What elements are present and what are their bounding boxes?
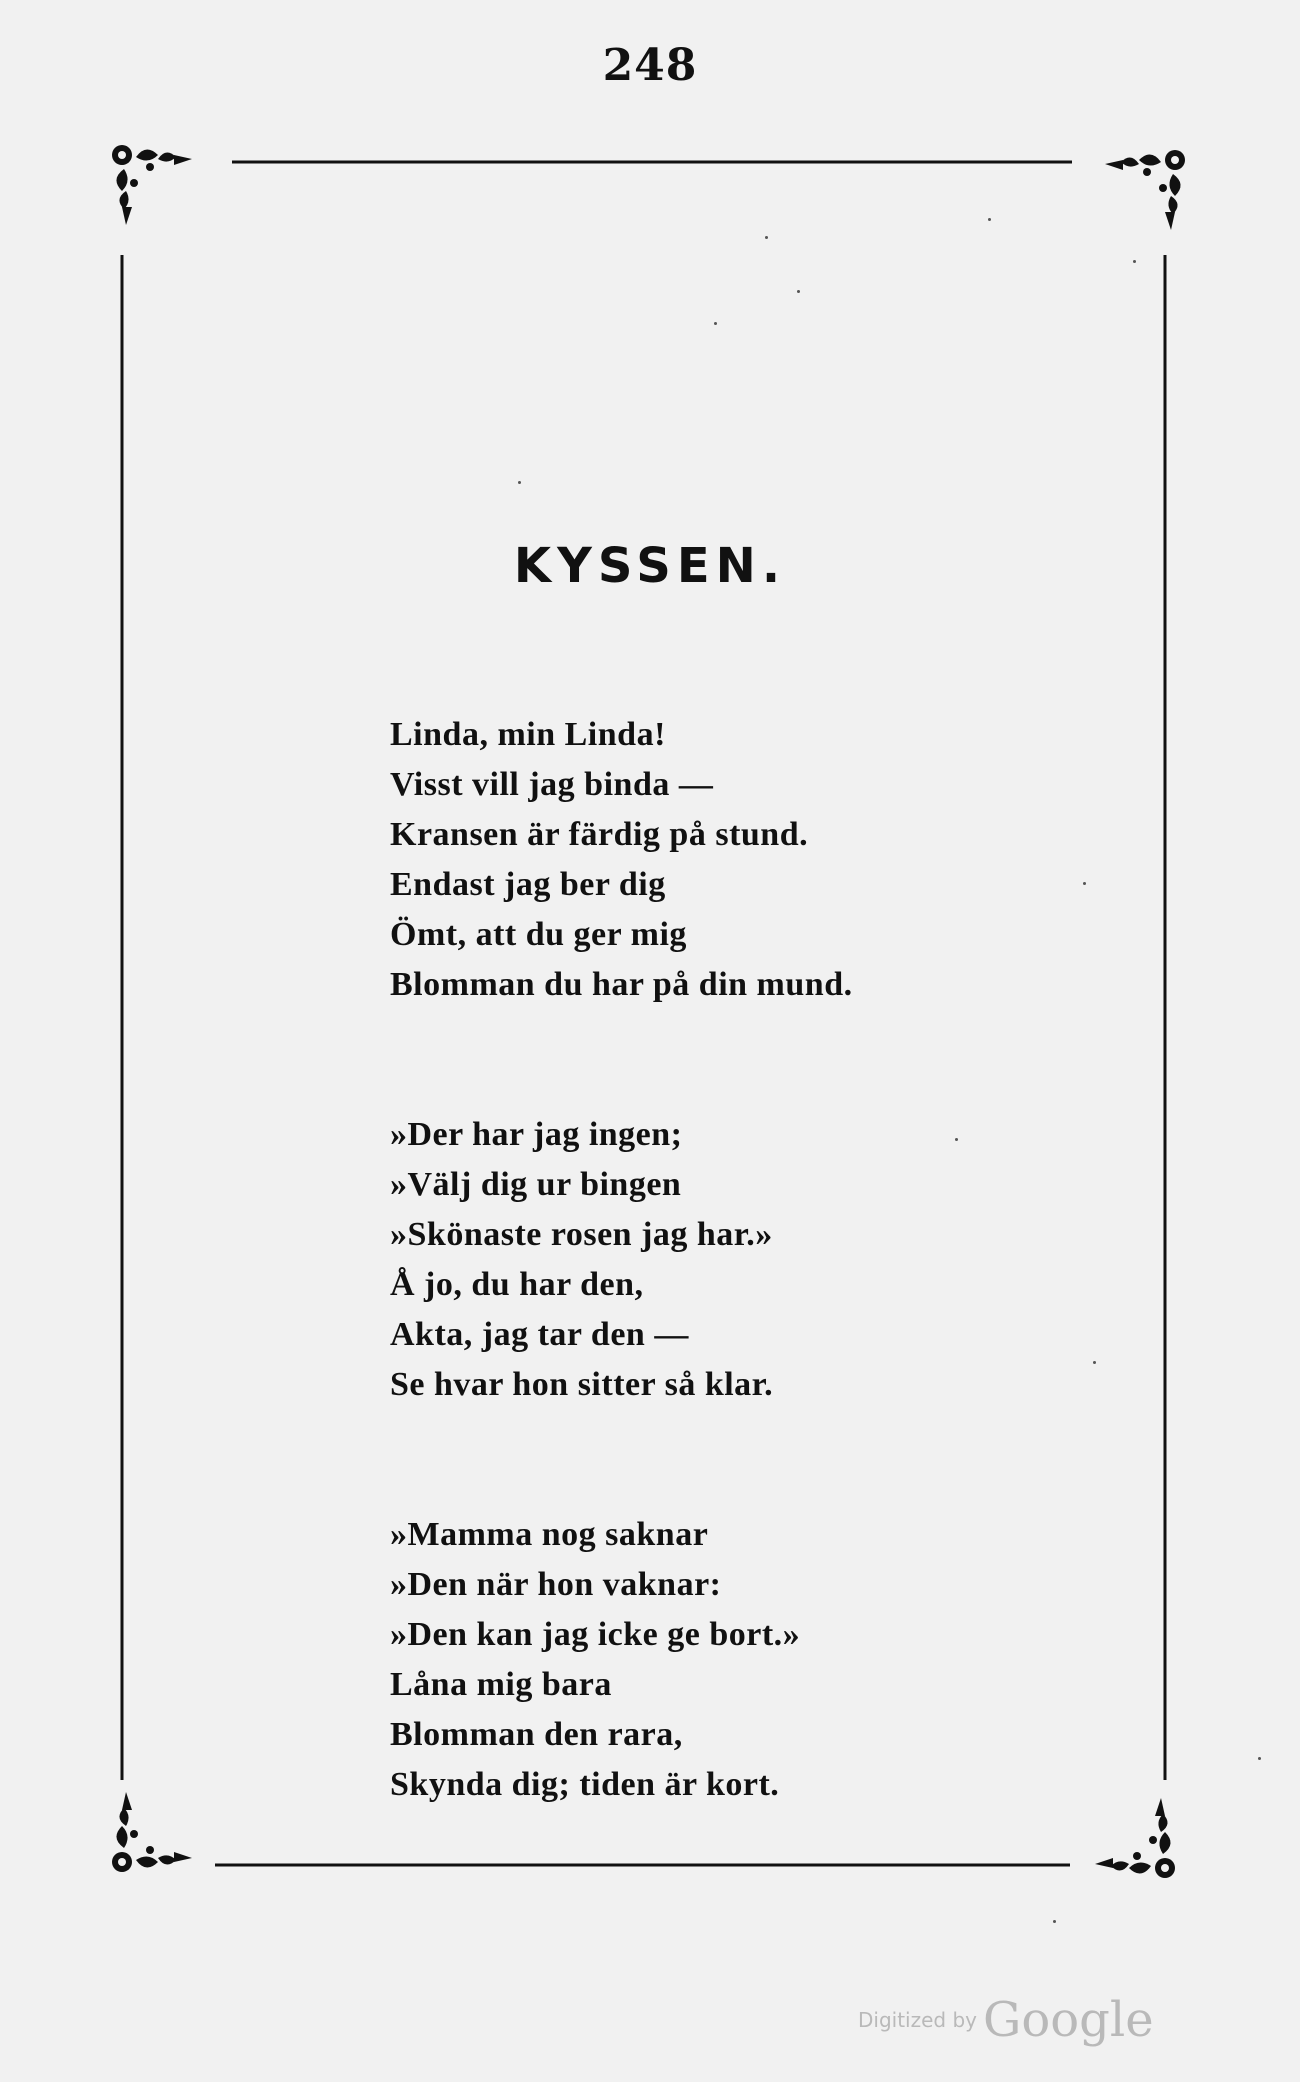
scan-speck	[1053, 1920, 1056, 1923]
scan-speck	[1258, 1757, 1261, 1760]
poem-line: Kransen är färdig på stund.	[390, 816, 809, 853]
poem-line: Blomman du har på din mund.	[390, 966, 853, 1003]
scan-speck	[714, 322, 717, 325]
poem-line: Linda, min Linda!	[390, 716, 666, 753]
scan-speck	[765, 236, 768, 239]
poem-title: KYSSEN.	[513, 538, 787, 594]
poem-line: »Der har jag ingen;	[390, 1116, 683, 1153]
poem-line: Visst vill jag binda —	[390, 766, 714, 803]
watermark-brand: Google	[983, 1992, 1154, 2048]
poem-line: »Mamma nog saknar	[390, 1516, 709, 1553]
poem-line: »Skönaste rosen jag har.»	[390, 1216, 773, 1253]
poem-line: Låna mig bara	[390, 1666, 612, 1703]
poem-line: Endast jag ber dig	[390, 866, 666, 903]
scan-speck	[797, 290, 800, 293]
digitized-watermark	[858, 1992, 1154, 2048]
poem-line: Å jo, du har den,	[390, 1266, 644, 1303]
stanza	[390, 710, 1150, 1010]
scan-speck	[1093, 1361, 1096, 1364]
scan-speck	[1133, 260, 1136, 263]
stanza	[390, 1110, 1150, 1410]
poem-line: »Den när hon vaknar:	[390, 1566, 722, 1603]
poem-line: Ömt, att du ger mig	[390, 916, 687, 953]
poem-line: Skynda dig; tiden är kort.	[390, 1766, 780, 1803]
scan-speck	[955, 1138, 958, 1141]
poem-line: Se hvar hon sitter så klar.	[390, 1366, 774, 1403]
scan-speck	[518, 481, 521, 484]
scan-speck	[1083, 882, 1086, 885]
poem-body	[390, 710, 1150, 1810]
watermark-prefix: Digitized by	[858, 2008, 977, 2032]
page-number: 248	[602, 40, 698, 91]
poem-line: Blomman den rara,	[390, 1716, 683, 1753]
poem-line: Akta, jag tar den —	[390, 1316, 689, 1353]
poem-line: »Den kan jag icke ge bort.»	[390, 1616, 801, 1653]
scan-speck	[988, 218, 991, 221]
poem-line: »Välj dig ur bingen	[390, 1166, 682, 1203]
stanza	[390, 1510, 1150, 1810]
